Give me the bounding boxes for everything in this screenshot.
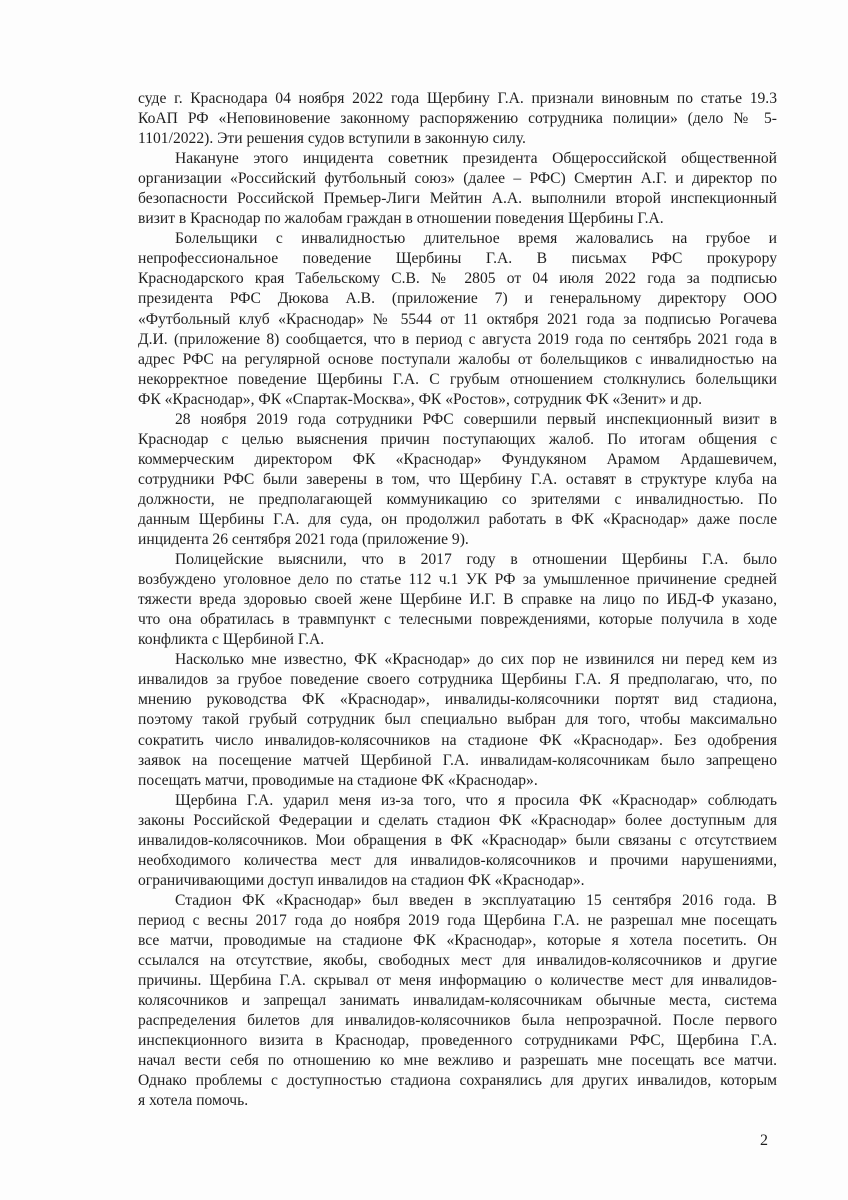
paragraph	[138, 650, 777, 790]
text-line: тяжести вреда здоровью своей жене Щербине И.Г. В справке на лицо по ИБД-Ф указано,	[138, 591, 777, 609]
text-line: Краснодар с целью выяснения причин поступающих жалоб. По итогам общения с	[138, 430, 777, 448]
paragraph	[138, 410, 777, 550]
text-line: я хотела помочь.	[138, 1092, 249, 1110]
text-line: Однако проблемы с доступностью стадиона сохранялись для других инвалидов, которым	[138, 1072, 777, 1090]
text-line: поэтому такой грубый сотрудник был специально выбран для того, чтобы максимально	[138, 711, 777, 729]
text-line: Насколько мне известно, ФК «Краснодар» до сих пор не извинился ни перед кем из	[175, 651, 777, 669]
text-line: что она обратилась в травмпункт с телесными повреждениями, которые получила в ходе	[138, 611, 777, 629]
page-number: 2	[760, 1132, 768, 1149]
paragraph	[138, 791, 777, 891]
paragraph	[138, 149, 777, 229]
paragraph	[138, 229, 777, 409]
text-line: возбуждено уголовное дело по статье 112 ч.1 УК РФ за умышленное причинение средней	[138, 571, 777, 589]
text-line: период с весны 2017 года до ноября 2019 года Щербина Г.А. не разрешал мне посещать	[138, 911, 777, 929]
paragraph	[138, 550, 777, 650]
text-line: Полицейские выяснили, что в 2017 году в отношении Щербины Г.А. было	[175, 551, 777, 569]
text-line: ФК «Краснодар», ФК «Спартак-Москва», ФК «Ростов», сотрудник ФК «Зенит» и др.	[138, 390, 703, 408]
text-line: колясочников и запрещал занимать инвалидам-колясочникам обычные места, система	[138, 992, 777, 1010]
text-line: визит в Краснодар по жалобам граждан в отношении поведения Щербины Г.А.	[138, 210, 664, 228]
text-line: Болельщики с инвалидностью длительное время жаловались на грубое и	[175, 230, 777, 248]
text-line: непрофессиональное поведение Щербины Г.А. В письмах РФС прокурору	[138, 250, 777, 268]
text-line: инцидента 26 сентября 2021 года (приложение 9).	[138, 531, 469, 549]
text-line: организации «Российский футбольный союз» (далее – РФС) Смертин А.Г. и директор по	[138, 170, 777, 188]
text-line: ограничивающими доступ инвалидов на стадион ФК «Краснодар».	[138, 871, 585, 889]
text-line: необходимого количества мест для инвалидов-колясочников и прочими нарушениями,	[138, 851, 777, 869]
text-line: ссылался на отсутствие, якобы, свободных мест для инвалидов-колясочников и другие	[138, 952, 777, 970]
text-line: Д.И. (приложение 8) сообщается, что в период с августа 2019 года по сентябрь 2021 года в	[138, 330, 777, 348]
paragraph	[138, 891, 777, 1112]
text-line: должности, не предполагающей коммуникацию со зрителями с инвалидностью. По	[138, 490, 777, 508]
text-line: адрес РФС на регулярной основе поступали жалобы от болельщиков с инвалидностью на	[138, 350, 777, 368]
text-line: Краснодарского края Табельскому С.В. № 2805 от 04 июля 2022 года за подписью	[138, 270, 777, 288]
text-line: начал вести себя по отношению ко мне вежливо и разрешать мне посещать все матчи.	[138, 1052, 777, 1070]
text-line: конфликта с Щербиной Г.А.	[138, 631, 325, 649]
document-body	[138, 89, 777, 1111]
text-line: инвалидов за грубое поведение своего сотрудника Щербины Г.А. Я предполагаю, что, по	[138, 671, 777, 689]
text-line: Стадион ФК «Краснодар» был введен в эксплуатацию 15 сентября 2016 года. В	[175, 891, 777, 909]
text-line: коммерческим директором ФК «Краснодар» Фундукяном Арамом Ардашевичем,	[138, 450, 777, 468]
text-line: все матчи, проводимые на стадионе ФК «Краснодар», которые я хотела посетить. Он	[138, 931, 777, 949]
text-line: безопасности Российской Премьер-Лиги Мейтин А.А. выполнили второй инспекционный	[138, 190, 777, 208]
paragraph	[138, 89, 777, 149]
text-line: сотрудники РФС были заверены в том, что Щербину Г.А. оставят в структуре клуба на	[138, 470, 777, 488]
text-line: Накануне этого инцидента советник президента Общероссийской общественной	[175, 150, 777, 168]
text-line: инспекционного визита в Краснодар, проведенного сотрудниками РФС, Щербина Г.А.	[138, 1032, 777, 1050]
text-line: заявок на посещение матчей Щербиной Г.А. инвалидам-колясочникам было запрещено	[138, 751, 777, 769]
text-line: сократить число инвалидов-колясочников на стадионе ФК «Краснодар». Без одобрения	[138, 731, 777, 749]
text-line: Щербина Г.А. ударил меня из-за того, что я просила ФК «Краснодар» соблюдать	[175, 791, 777, 809]
text-line: распределения билетов для инвалидов-колясочников была непрозрачной. После первого	[138, 1012, 777, 1030]
text-line: суде г. Краснодара 04 ноября 2022 года Щербину Г.А. признали виновным по статье 19.3	[138, 90, 777, 107]
text-line: инвалидов-колясочников. Мои обращения в ФК «Краснодар» были связаны с отсутствием	[138, 831, 777, 849]
text-line: некорректное поведение Щербины Г.А. С грубым отношением столкнулись болельщики	[138, 370, 777, 388]
text-line: посещать матчи, проводимые на стадионе ФК «Краснодар».	[138, 771, 538, 789]
text-line: данным Щербины Г.А. для суда, он продолжил работать в ФК «Краснодар» даже после	[138, 510, 777, 528]
text-line: 28 ноября 2019 года сотрудники РФС совершили первый инспекционный визит в	[175, 410, 777, 428]
text-line: «Футбольный клуб «Краснодар» № 5544 от 11 октября 2021 года за подписью Рогачева	[138, 310, 777, 328]
text-line: КоАП РФ «Неповиновение законному распоряжению сотрудника полиции» (дело № 5-	[138, 110, 777, 128]
text-line: законы Российской Федерации и сделать стадион ФК «Краснодар» более доступным для	[138, 811, 777, 829]
text-line: президента РФС Дюкова А.В. (приложение 7) и генеральному директору ООО	[138, 290, 777, 308]
text-line: причины. Щербина Г.А. скрывал от меня информацию о количестве мест для инвалидов-	[138, 972, 777, 990]
text-line: 1101/2022). Эти решения судов вступили в законную силу.	[138, 130, 526, 148]
text-line: мнению руководства ФК «Краснодар», инвалиды-колясочники портят вид стадиона,	[138, 691, 777, 709]
